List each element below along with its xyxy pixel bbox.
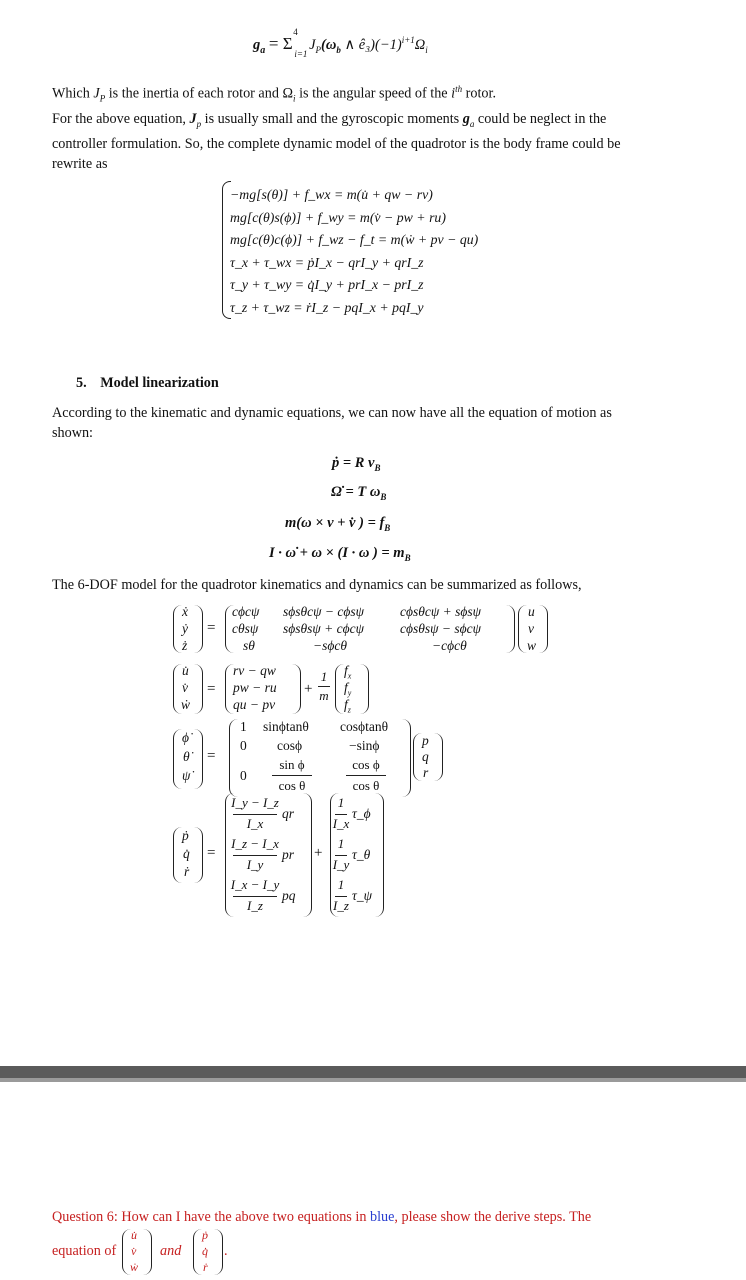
trans-coef-line xyxy=(318,686,330,687)
p1-omega-sub: i xyxy=(293,93,296,104)
system-eq-3: mg[c(θ)c(ϕ)] + f_wz − f_t = m(ẇ + pv − qu) xyxy=(230,232,479,247)
motion-eq-2 xyxy=(331,484,386,502)
q-vec2-q: q̇ xyxy=(202,1244,208,1258)
gyro-mult-3: pq xyxy=(282,888,296,903)
motion-eq-4 xyxy=(269,545,411,563)
body-rate-r: r xyxy=(423,765,429,780)
p3-line2: shown: xyxy=(52,425,93,441)
kin-rhs-u: u xyxy=(528,604,535,619)
p2-line2: controller formulation. So, the complete dynamic model of the quadrotor is the body frame could be xyxy=(52,135,621,152)
motion-eq-3-sub: B xyxy=(384,522,391,533)
t-r2c3: −sinϕ xyxy=(349,738,380,753)
torque-num-1: 1 xyxy=(337,795,345,810)
motion-eq-4-text: I · ω̇ + ω × (I · ω ) = m xyxy=(269,545,405,561)
p1-b: is the inertia of each rotor and xyxy=(105,85,283,102)
body-rate-p: p xyxy=(422,733,429,748)
j-sub: P xyxy=(315,44,321,55)
p2-g-sub: a xyxy=(469,118,475,129)
force-fz: f xyxy=(344,697,348,712)
gyro-line-2 xyxy=(233,855,277,856)
omega-i-sub: i xyxy=(425,44,428,55)
q-vec1-u: u̇ xyxy=(131,1228,137,1242)
torque-line-1 xyxy=(335,814,347,815)
p2-j-sub: p xyxy=(196,118,202,129)
kin-lhs-vector xyxy=(173,605,203,653)
trans-coef-den: m xyxy=(319,688,329,703)
motion-eq-1-text: ṗ = R v xyxy=(332,455,375,471)
force-fx-sub: x xyxy=(347,671,352,681)
force-fy-sub: y xyxy=(347,688,352,698)
t-r3c3-den: cos θ xyxy=(352,778,380,793)
rot-lhs-q: q̇ xyxy=(183,846,190,861)
p1-j: J xyxy=(93,85,100,102)
omega-i: Ω xyxy=(414,37,426,53)
p1-d: rotor. xyxy=(462,85,497,102)
t-r2c1: 0 xyxy=(240,738,247,753)
omega-b: (ω xyxy=(321,37,337,53)
motion-eq-4-sub: B xyxy=(404,552,411,563)
section-number: 5. xyxy=(76,375,87,391)
euler-equals: = xyxy=(207,748,216,764)
t-r1c3: cosϕtanθ xyxy=(340,719,389,734)
question-line1 xyxy=(52,1207,742,1227)
rot-r2c3: cϕsθsψ − sϕcψ xyxy=(400,621,481,636)
p2-c: could be neglect in the xyxy=(474,111,607,127)
motion-eq-3 xyxy=(285,515,390,533)
motion-eq-3-text: m(ω × v + v̇ ) = f xyxy=(285,515,385,531)
torque-psi: τ_ψ xyxy=(352,888,372,903)
page-separator-shadow xyxy=(0,1078,746,1082)
system-equations xyxy=(230,184,478,319)
rot-plus: + xyxy=(314,845,323,861)
gyro-den-1: I_x xyxy=(246,816,264,831)
trans-lhs-w: ẇ xyxy=(181,697,191,712)
q-period: . xyxy=(224,1243,228,1259)
trans-lhs-v: v̇ xyxy=(182,680,188,695)
motion-eq-2-text: Ω̇ = T ω xyxy=(331,484,381,500)
kin-lhs-y: ẏ xyxy=(182,621,188,636)
force-fx: f xyxy=(344,663,348,678)
q-vector-pqr xyxy=(193,1229,223,1275)
t-r3c3-line xyxy=(346,775,386,776)
kin-lhs-x: ẋ xyxy=(182,604,188,619)
system-eq-6: τ_z + τ_wz = ṙI_z − pqI_x + pqI_y xyxy=(230,299,424,315)
section-title: Model linearization xyxy=(100,375,219,391)
motion-paragraph xyxy=(52,403,742,443)
body-tail: ∧ ê₃)(−1) xyxy=(340,37,402,53)
p1-omega: Ω xyxy=(282,85,294,102)
torque-num-2: 1 xyxy=(337,836,345,851)
motion-eq-2-sub: B xyxy=(380,491,387,502)
sum-sign: = Σ xyxy=(268,34,293,53)
gyro-num-3: I_x − I_y xyxy=(230,877,280,892)
q-text-b: , please show the derive steps. The xyxy=(394,1209,592,1225)
trans-lhs-u: u̇ xyxy=(182,663,189,678)
t-r1c1: 1 xyxy=(240,719,247,734)
p2-line1 xyxy=(52,109,742,134)
inertia-paragraph xyxy=(52,79,732,109)
gyro-den-2: I_y xyxy=(246,857,264,872)
kin-lhs-z: ż xyxy=(182,638,188,653)
page-separator xyxy=(0,1066,746,1078)
gyroscopic-paragraph xyxy=(52,109,742,174)
force-fy: f xyxy=(344,680,348,695)
p2-j: J xyxy=(189,111,197,127)
sum-lower: i=1 xyxy=(294,49,308,59)
rot-lhs-r: ṙ xyxy=(184,864,190,879)
euler-theta-dot: θ̇ xyxy=(183,749,190,764)
section-heading xyxy=(76,373,219,393)
p1-th: th xyxy=(455,84,463,94)
torque-line-2 xyxy=(335,855,347,856)
euler-psi-dot: ψ̇ xyxy=(182,768,191,783)
q-blue-word: blue xyxy=(369,1209,395,1225)
p2-line3: rewrite as xyxy=(52,155,108,172)
force-vector xyxy=(335,664,369,714)
gyro-mult-2: pr xyxy=(282,847,295,862)
g-sub: a xyxy=(260,44,266,56)
torque-num-3: 1 xyxy=(337,877,345,892)
torque-line-3 xyxy=(335,896,347,897)
gyro-den-3: I_z xyxy=(247,898,263,913)
euler-phi-dot: ϕ̇ xyxy=(182,730,189,745)
body-rate-q: q xyxy=(422,749,429,764)
q-and: and xyxy=(160,1243,182,1259)
motion-eq-1 xyxy=(332,455,381,473)
trans-equals: = xyxy=(207,681,216,697)
rot-r1c3: cϕsθcψ + sϕsψ xyxy=(400,604,481,619)
question-line2: equation of xyxy=(52,1243,117,1259)
rot-lhs-p: ṗ xyxy=(182,828,189,843)
p2-b: is usually small and the gyroscopic moments xyxy=(201,111,463,127)
torque-den-1: I_x xyxy=(332,816,350,831)
system-eq-4: τ_x + τ_wx = ṗI_x − qrI_y + qrI_z xyxy=(230,254,424,270)
kin-equals: = xyxy=(207,620,216,636)
q-vec1-w: ẇ xyxy=(130,1260,139,1274)
system-eq-2: mg[c(θ)s(ϕ)] + f_wy = m(v̇ − pw + ru) xyxy=(230,209,446,225)
rot-equals: = xyxy=(207,845,216,861)
gyro-line-1 xyxy=(233,814,277,815)
trans-coef-num: 1 xyxy=(320,669,328,684)
p3-line1: According to the kinematic and dynamic equations, we can now have all the equation of motion as xyxy=(52,405,612,421)
q-vec2-r: ṙ xyxy=(203,1260,208,1274)
p1-j-sub: P xyxy=(99,93,106,104)
t-r3c2-den: cos θ xyxy=(278,778,306,793)
rot-r2c1: cθsψ xyxy=(232,621,259,636)
p1-a: Which xyxy=(52,85,94,102)
t-r3c2-num: sin ϕ xyxy=(279,757,305,772)
gyroscopic-moment-equation xyxy=(253,27,428,59)
t-r3c3-num: cos ϕ xyxy=(352,757,380,772)
torque-den-2: I_y xyxy=(332,857,350,872)
sum-upper: 4 xyxy=(293,27,298,37)
kin-rhs-v: v xyxy=(528,621,534,636)
trans-vec-3: qu − pv xyxy=(233,697,276,712)
gyro-mult-1: qr xyxy=(282,806,295,821)
t-r2c2: cosϕ xyxy=(277,738,303,753)
q-vec2-p: ṗ xyxy=(202,1228,208,1242)
rot-r3c1: sθ xyxy=(243,638,255,653)
p2-g: g xyxy=(462,111,470,127)
kin-rhs-w: w xyxy=(527,638,537,653)
j-symbol: J xyxy=(309,37,316,53)
g-symbol: g xyxy=(253,37,261,53)
gyro-num-1: I_y − I_z xyxy=(231,795,279,810)
q-vec1-v: v̇ xyxy=(131,1244,137,1258)
torque-den-3: I_z xyxy=(333,898,349,913)
torque-phi: τ_ϕ xyxy=(352,806,371,821)
summary-paragraph: The 6-DOF model for the quadrotor kinematics and dynamics can be summarized as follows, xyxy=(52,577,582,593)
rot-r3c3: −cϕcθ xyxy=(432,638,467,653)
trans-vec-1: rv − qw xyxy=(233,663,276,678)
p2-a: For the above equation, xyxy=(52,111,190,127)
rot-r1c2: sϕsθcψ − cϕsψ xyxy=(283,604,364,619)
gyro-line-3 xyxy=(233,896,277,897)
omega-sub: b xyxy=(336,44,341,55)
rot-r3c2: −sϕcθ xyxy=(313,638,347,653)
gyro-num-2: I_z − I_x xyxy=(231,836,279,851)
t-r3c1: 0 xyxy=(240,768,247,783)
trans-plus: + xyxy=(304,681,313,697)
p1-c: is the angular speed of the xyxy=(295,85,452,102)
trans-vec-2: pw − ru xyxy=(233,680,277,695)
t-r1c2: sinϕtanθ xyxy=(263,719,309,734)
exponent: i+1 xyxy=(401,35,415,46)
system-eq-5: τ_y + τ_wy = q̇I_y + prI_x − prI_z xyxy=(230,277,424,292)
torque-theta: τ_θ xyxy=(352,847,371,862)
system-eq-1: −mg[s(θ)] + f_wx = m(u̇ + qw − rv) xyxy=(230,187,433,202)
motion-eq-1-sub: B xyxy=(374,462,381,473)
rot-r1c1: cϕcψ xyxy=(232,604,260,619)
force-fz-sub: z xyxy=(347,705,351,715)
q-text-a: Question 6: How can I have the above two equations in xyxy=(52,1209,370,1225)
t-r3c2-line xyxy=(272,775,312,776)
rot-r2c2: sϕsθsψ + cϕcψ xyxy=(283,621,364,636)
p1-i: i xyxy=(451,85,456,102)
